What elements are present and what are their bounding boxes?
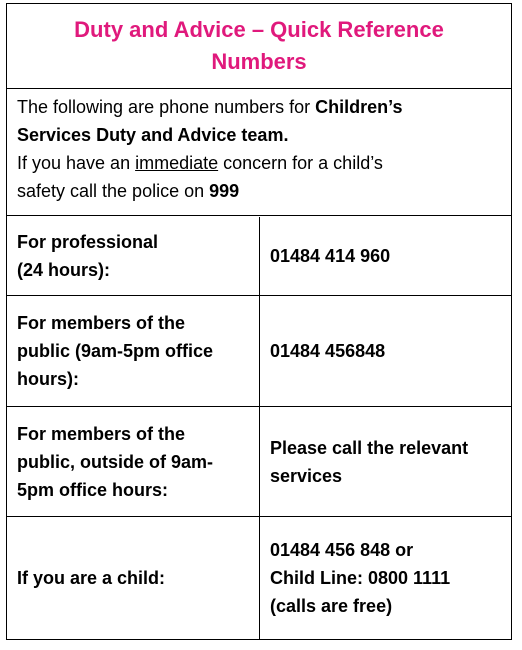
intro-section xyxy=(7,89,511,216)
intro-line-2: Services Duty and Advice team. xyxy=(17,125,289,145)
row-label-line: public, outside of 9am- xyxy=(17,451,214,472)
phone-number: Child Line: 0800 1111 xyxy=(270,568,451,588)
phone-number: 01484 456848 xyxy=(270,341,386,361)
intro-underlined-text: immediate xyxy=(135,153,219,173)
intro-line-1 xyxy=(17,93,501,121)
phone-number: 01484 414 960 xyxy=(270,246,391,266)
table-row xyxy=(7,517,511,639)
row-label xyxy=(7,517,260,639)
intro-bold-text: Children’s xyxy=(315,97,403,117)
row-label-line: For members of the xyxy=(17,423,186,444)
table-row xyxy=(7,407,511,517)
intro-text: concern for a child’s xyxy=(218,153,383,173)
row-label xyxy=(7,217,260,295)
row-value xyxy=(260,517,511,639)
table-row xyxy=(7,217,511,296)
row-label-line: 5pm office hours: xyxy=(17,479,169,500)
emergency-number: 999 xyxy=(209,181,240,201)
table-row xyxy=(7,296,511,407)
row-value-note: (calls are free) xyxy=(270,596,393,616)
page-title: Duty and Advice – Quick Reference Numbers xyxy=(74,17,444,74)
row-value-line: Please call the relevant xyxy=(270,437,469,458)
row-label-line: For members of the xyxy=(17,313,186,333)
row-value xyxy=(260,407,511,516)
row-label-line: If you are a child: xyxy=(17,568,166,588)
intro-line-4 xyxy=(17,177,501,205)
intro-line-3 xyxy=(17,149,501,177)
row-label-line: For professional xyxy=(17,232,159,252)
row-label xyxy=(7,296,260,406)
row-label xyxy=(7,407,260,516)
title-row xyxy=(7,4,511,89)
row-value xyxy=(260,217,511,295)
row-label-line: (24 hours): xyxy=(17,260,111,280)
intro-text: safety call the police on xyxy=(17,181,210,201)
reference-card xyxy=(6,3,512,640)
intro-text: If you have an xyxy=(17,153,136,173)
row-value xyxy=(260,296,511,406)
row-label-line: public (9am-5pm office xyxy=(17,341,214,361)
row-label-line: hours): xyxy=(17,369,79,389)
phone-number: 01484 456 848 or xyxy=(270,540,414,560)
row-value-line: services xyxy=(270,465,343,486)
intro-text: The following are phone numbers for xyxy=(17,97,316,117)
